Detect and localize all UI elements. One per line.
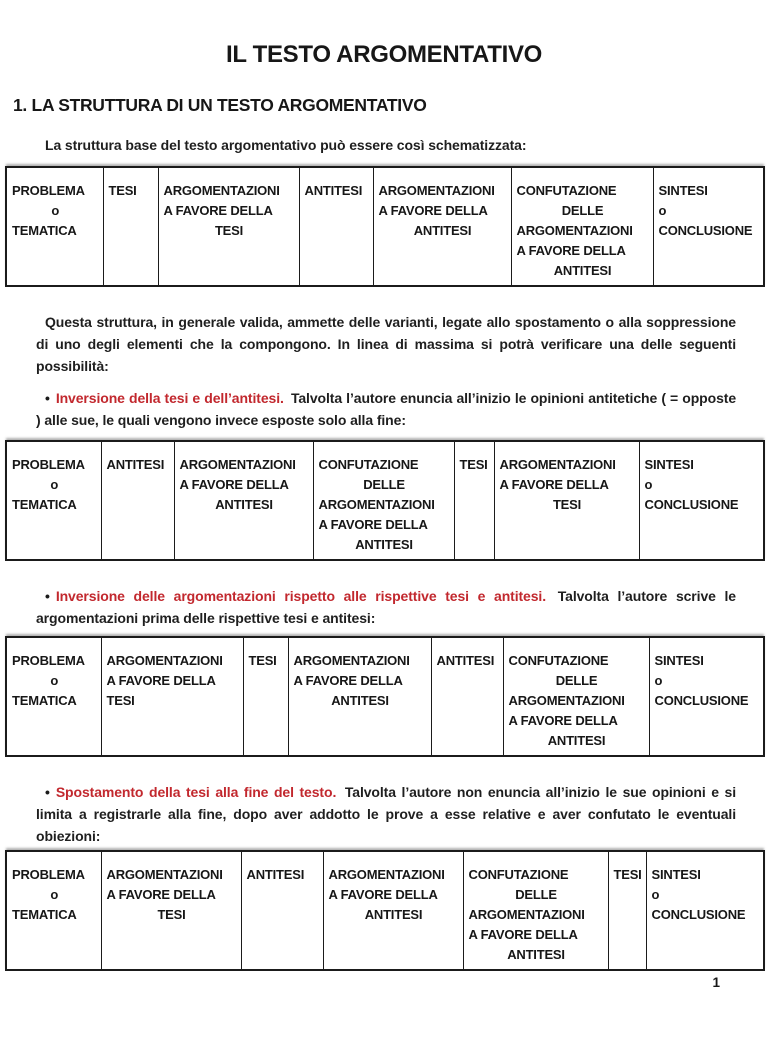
table-cell: ANTITESI — [431, 637, 503, 756]
structure-table-inversione-argomentazioni — [5, 636, 765, 757]
table-cell: ARGOMENTAZIONI A FAVORE DELLA TESI — [158, 167, 299, 286]
bullet-rest: Talvolta l’autore non enuncia all’inizio le sue opinioni e si limita a registrarle alla fine, dopo aver addotto le prove a esse relative e aver confutato le eventuali obiezioni: — [36, 784, 736, 844]
table-cell: SINTESI o CONCLUSIONE — [653, 167, 764, 286]
structure-table-base — [5, 166, 765, 287]
bullet-rest: Talvolta l’autore enuncia all’inizio le opinioni antitetiche ( = opposte ) alle sue, le quali vengono invece esposte solo alla fine: — [36, 390, 737, 428]
table-cell: TESI — [454, 441, 494, 560]
table-cell: CONFUTAZIONE DELLE ARGOMENTAZIONI A FAVORE DELLA ANTITESI — [313, 441, 454, 560]
table-row — [6, 637, 764, 756]
table-cell: ANTITESI — [299, 167, 373, 286]
variants-paragraph: Questa struttura, in generale valida, ammette delle varianti, legate allo spostamento o alla soppressione di uno degli elementi che la compongono. In linea di massima si potrà verificare una delle seguenti possibilità: — [36, 314, 736, 374]
structure-table-spostamento-tesi — [5, 850, 765, 971]
structure-table-inversione-tesi — [5, 440, 765, 561]
bullet-paragraph-inversione-tesi — [36, 387, 736, 431]
bullet-icon: • — [45, 588, 50, 604]
table-row — [6, 851, 764, 970]
table-cell: ARGOMENTAZIONI A FAVORE DELLA ANTITESI — [373, 167, 511, 286]
table-cell: TESI — [243, 637, 288, 756]
bullet-lead: Inversione delle argomentazioni rispetto alle rispettive tesi e antitesi. — [55, 588, 547, 604]
page-number: 1 — [712, 975, 720, 990]
table-row — [6, 167, 764, 286]
bullet-paragraph-spostamento-tesi — [36, 781, 736, 847]
table-cell: SINTESI o CONCLUSIONE — [646, 851, 764, 970]
table-cell: PROBLEMA o TEMATICA — [6, 637, 101, 756]
table-cell: ARGOMENTAZIONI A FAVORE DELLA ANTITESI — [288, 637, 431, 756]
table-cell: CONFUTAZIONE DELLE ARGOMENTAZIONI A FAVORE DELLA ANTITESI — [511, 167, 653, 286]
table-cell: ARGOMENTAZIONI A FAVORE DELLA TESI — [101, 851, 241, 970]
bullet-icon: • — [45, 784, 50, 800]
table-cell: PROBLEMA o TEMATICA — [6, 851, 101, 970]
bullet-rest: Talvolta l’autore scrive le argomentazioni prima delle rispettive tesi e antitesi: — [36, 588, 736, 626]
table-cell: SINTESI o CONCLUSIONE — [639, 441, 764, 560]
table-cell: TESI — [103, 167, 158, 286]
table-cell: TESI — [608, 851, 646, 970]
table-cell: ARGOMENTAZIONI A FAVORE DELLA ANTITESI — [323, 851, 463, 970]
table-cell: SINTESI o CONCLUSIONE — [649, 637, 764, 756]
section-heading: 1. LA STRUTTURA DI UN TESTO ARGOMENTATIVO — [13, 95, 427, 115]
bullet-lead: Inversione della tesi e dell’antitesi. — [55, 390, 284, 406]
table-cell: PROBLEMA o TEMATICA — [6, 441, 101, 560]
table-cell: ARGOMENTAZIONI A FAVORE DELLA ANTITESI — [174, 441, 313, 560]
table-cell: ARGOMENTAZIONI A FAVORE DELLA TESI — [101, 637, 243, 756]
table-row — [6, 441, 764, 560]
bullet-icon: • — [45, 390, 50, 406]
table-cell: ANTITESI — [241, 851, 323, 970]
table-cell: CONFUTAZIONE DELLE ARGOMENTAZIONI A FAVORE DELLA ANTITESI — [463, 851, 608, 970]
table-cell: CONFUTAZIONE DELLE ARGOMENTAZIONI A FAVORE DELLA ANTITESI — [503, 637, 649, 756]
table-cell: ANTITESI — [101, 441, 174, 560]
bullet-lead: Spostamento della tesi alla fine del testo. — [55, 784, 337, 800]
document-page — [0, 40, 768, 1064]
bullet-paragraph-inversione-argomentazioni — [36, 585, 736, 629]
table-cell: PROBLEMA o TEMATICA — [6, 167, 103, 286]
document-title: IL TESTO ARGOMENTATIVO — [225, 41, 543, 68]
table-cell: ARGOMENTAZIONI A FAVORE DELLA TESI — [494, 441, 639, 560]
intro-paragraph: La struttura base del testo argomentativo può essere così schematizzata: — [45, 137, 527, 153]
